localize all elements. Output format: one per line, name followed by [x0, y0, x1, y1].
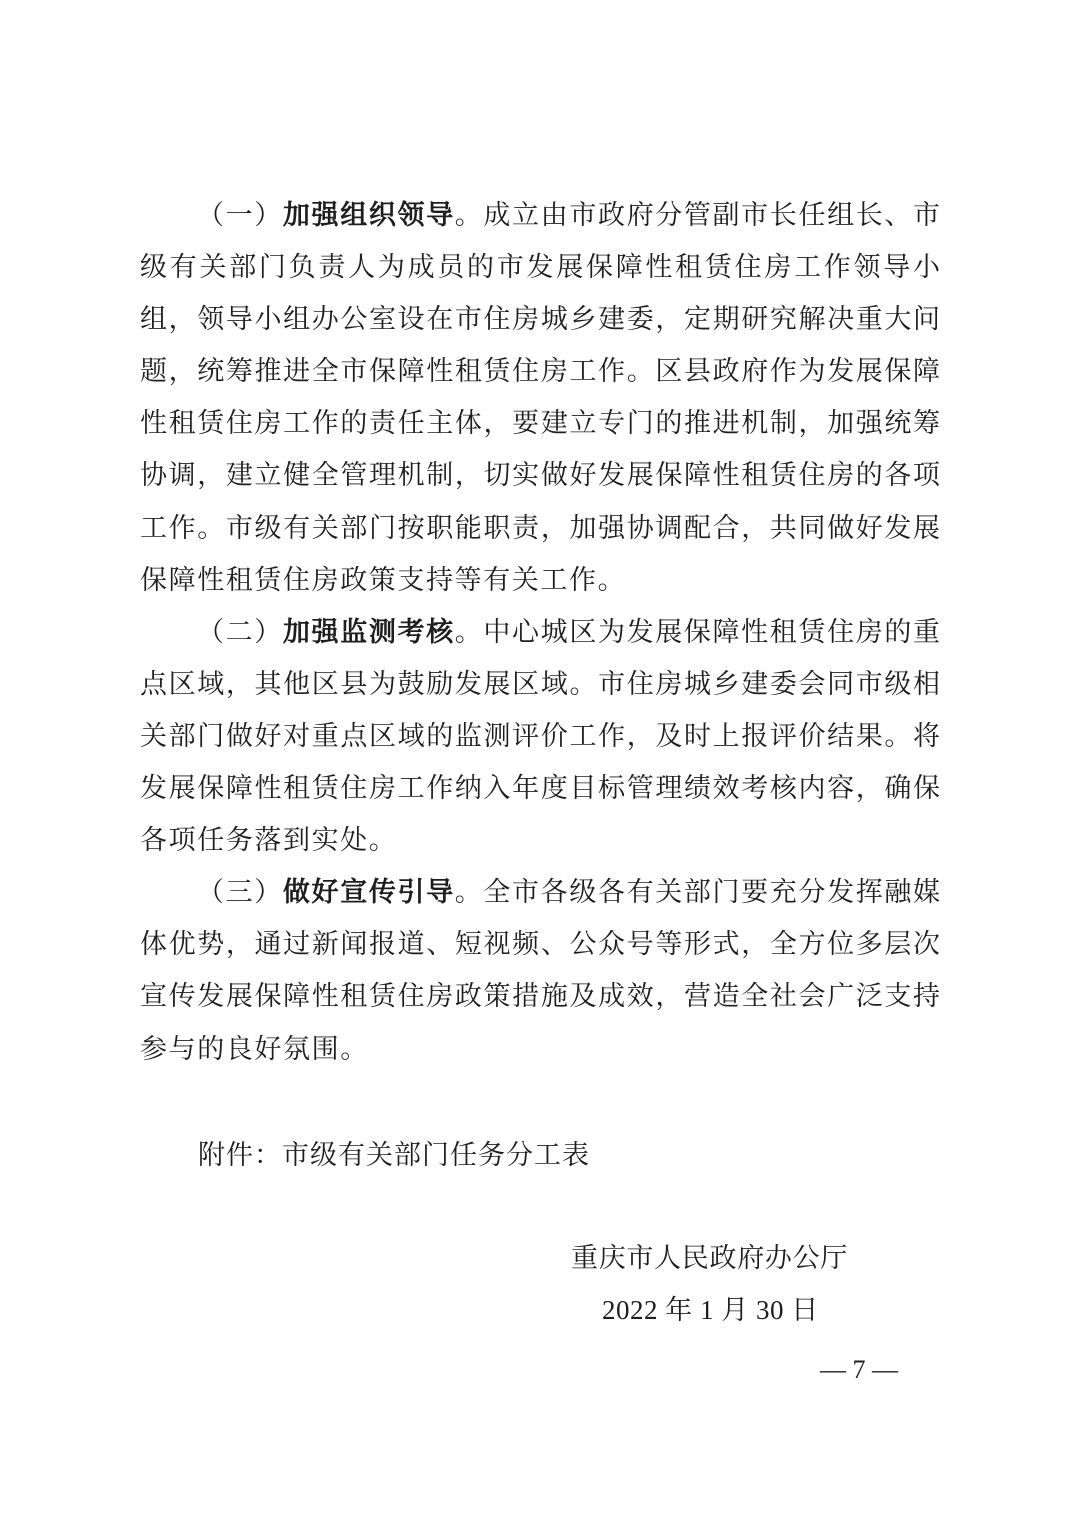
paragraph-line: 题，统筹推进全市保障性租赁住房工作。区县政府作为发展保障: [140, 356, 940, 387]
paragraph-line: 关部门做好对重点区域的监测评价工作，及时上报评价结果。将: [140, 720, 940, 751]
paragraph-line: 发展保障性租赁住房工作纳入年度目标管理绩效考核内容，确保: [140, 773, 940, 804]
section-heading: 做好宣传引导: [282, 877, 455, 908]
paragraph-publicity-guidance: [140, 866, 940, 1074]
issuing-office: 重庆市人民政府办公厅: [571, 1243, 848, 1273]
line-text: 。成立由市政府分管副市长任组长、市: [454, 200, 940, 230]
paragraph-line: 组，领导小组办公室设在市住房城乡建委，定期研究解决重大问: [140, 304, 940, 335]
paragraph-line: 级有关部门负责人为成员的市发展保障性租赁住房工作领导小: [140, 252, 940, 283]
attachment-note: 附件：市级有关部门任务分工表: [198, 1140, 590, 1170]
section-heading: 加强监测考核: [282, 616, 455, 647]
paragraph-first-line: [140, 189, 940, 241]
paragraph-line: 宣传发展保障性租赁住房政策措施及成效，营造全社会广泛支持: [140, 981, 940, 1012]
issue-date: 2022 年 1 月 30 日: [602, 1295, 819, 1325]
paragraph-line: 协调，建立健全管理机制，切实做好发展保障性租赁住房的各项: [140, 460, 940, 491]
paragraph-line: 性租赁住房工作的责任主体，要建立专门的推进机制，加强统筹: [140, 408, 940, 439]
paragraph-first-line: [140, 866, 940, 918]
paragraph-organization-leadership: [140, 189, 940, 606]
document-body: [140, 189, 940, 1075]
paragraph-first-line: [140, 606, 940, 658]
paragraph-line: 点区域，其他区县为鼓励发展区域。市住房城乡建委会同市级相: [140, 668, 940, 699]
paragraph-line: 体优势，通过新闻报道、短视频、公众号等形式，全方位多层次: [140, 929, 940, 960]
paragraph-monitoring-assessment: [140, 606, 940, 866]
page-number: — 7 —: [820, 1355, 898, 1384]
section-number: （三）: [197, 877, 283, 908]
line-text: 。中心城区为发展保障性租赁住房的重: [454, 616, 940, 647]
paragraph-line: 工作。市级有关部门按职能职责，加强协调配合，共同做好发展: [140, 512, 940, 543]
line-text: 。全市各级各有关部门要充分发挥融媒: [454, 877, 940, 908]
paragraph-last-line: 各项任务落到实处。: [140, 825, 398, 856]
paragraph-last-line: 参与的良好氛围。: [140, 1033, 369, 1064]
section-heading: 加强组织领导: [282, 200, 455, 230]
section-number: （二）: [197, 616, 283, 647]
paragraph-last-line: 保障性租赁住房政策支持等有关工作。: [140, 564, 627, 595]
section-number: （一）: [197, 200, 283, 230]
